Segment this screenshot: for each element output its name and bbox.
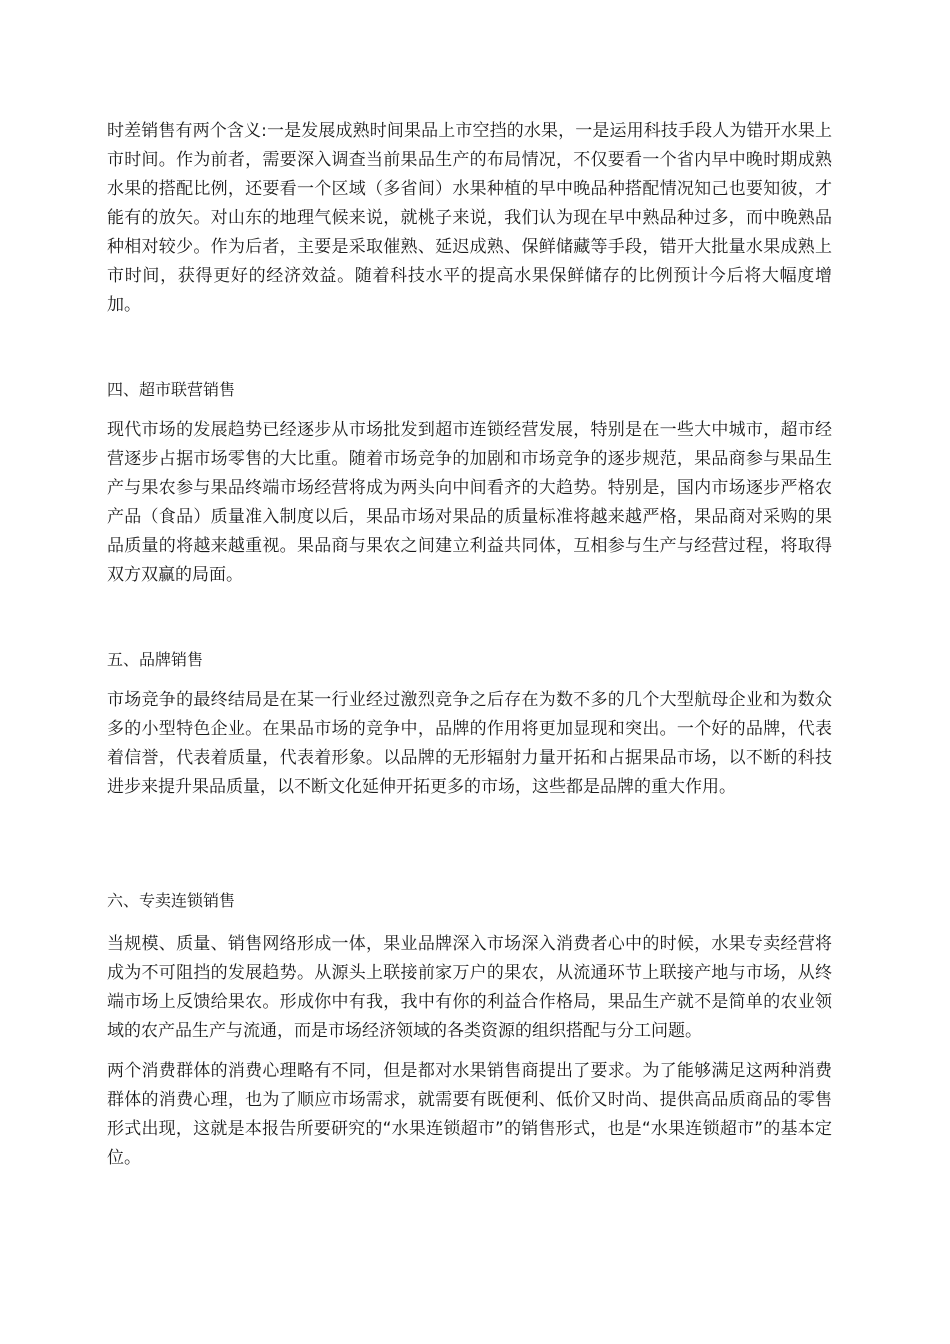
- heading-franchise-chain-sales: 六、专卖连锁销售: [107, 891, 236, 910]
- paragraph-supermarket-joint-sales: 现代市场的发展趋势已经逐步从市场批发到超市连锁经营发展，特别是在一些大中城市，超市经营逐步占据市场零售的大比重。随着市场竞争的加剧和市场竞争的逐步规范，果品商参与果品生产与果农参与果品终端市场经营将成为两头向中间看齐的大趋势。特别是，国内市场逐步严格农产品（食品）质量准入制度以后，果品市场对果品的质量标准将越来越严格，果品商对采购的果品质量的将越来越重视。果品商与果农之间建立利益共同体，互相参与生产与经营过程，将取得双方双赢的局面。: [107, 420, 832, 585]
- paragraph-consumer-groups: 两个消费群体的消费心理略有不同，但是都对水果销售商提出了要求。为了能够满足这两种消费群体的消费心理，也为了顺应市场需求，就需要有既便利、低价又时尚、提供高品质商品的零售形式出现，这就是本报告所要研究的“水果连锁超市”的销售形式，也是“水果连锁超市”的基本定位。: [107, 1061, 832, 1168]
- heading-brand-sales: 五、品牌销售: [107, 650, 204, 669]
- paragraph-franchise-chain-sales: 当规模、质量、销售网络形成一体，果业品牌深入市场深入消费者心中的时候，水果专卖经营将成为不可阻挡的发展趋势。从源头上联接前家万户的果农，从流通环节上联接产地与市场，从终端市场上反馈给果农。形成你中有我，我中有你的利益合作格局，果品生产就不是简单的农业领域的农产品生产与流通，而是市场经济领域的各类资源的组织搭配与分工问题。: [107, 934, 832, 1041]
- paragraph-time-difference-sales: 时差销售有两个含义:一是发展成熟时间果品上市空挡的水果，一是运用科技手段人为错开水果上市时间。作为前者，需要深入调查当前果品生产的布局情况，不仅要看一个省内早中晚时期成熟水果的搭配比例，还要看一个区域（多省间）水果种植的早中晚品种搭配情况知己也要知彼，才能有的放矢。对山东的地理气候来说，就桃子来说，我们认为现在早中熟品种过多，而中晚熟品种相对较少。作为后者，主要是采取催熟、延迟成熟、保鲜储藏等手段，错开大批量水果成熟上市时间，获得更好的经济效益。随着科技水平的提高水果保鲜储存的比例预计今后将大幅度增加。: [107, 121, 832, 315]
- heading-supermarket-joint-sales: 四、超市联营销售: [107, 380, 236, 399]
- paragraph-brand-sales: 市场竞争的最终结局是在某一行业经过激烈竞争之后存在为数不多的几个大型航母企业和为数众多的小型特色企业。在果品市场的竞争中，品牌的作用将更加显现和突出。一个好的品牌，代表着信誉，代表着质量，代表着形象。以品牌的无形辐射力量开拓和占据果品市场，以不断的科技进步来提升果品质量，以不断文化延伸开拓更多的市场，这些都是品牌的重大作用。: [107, 690, 832, 797]
